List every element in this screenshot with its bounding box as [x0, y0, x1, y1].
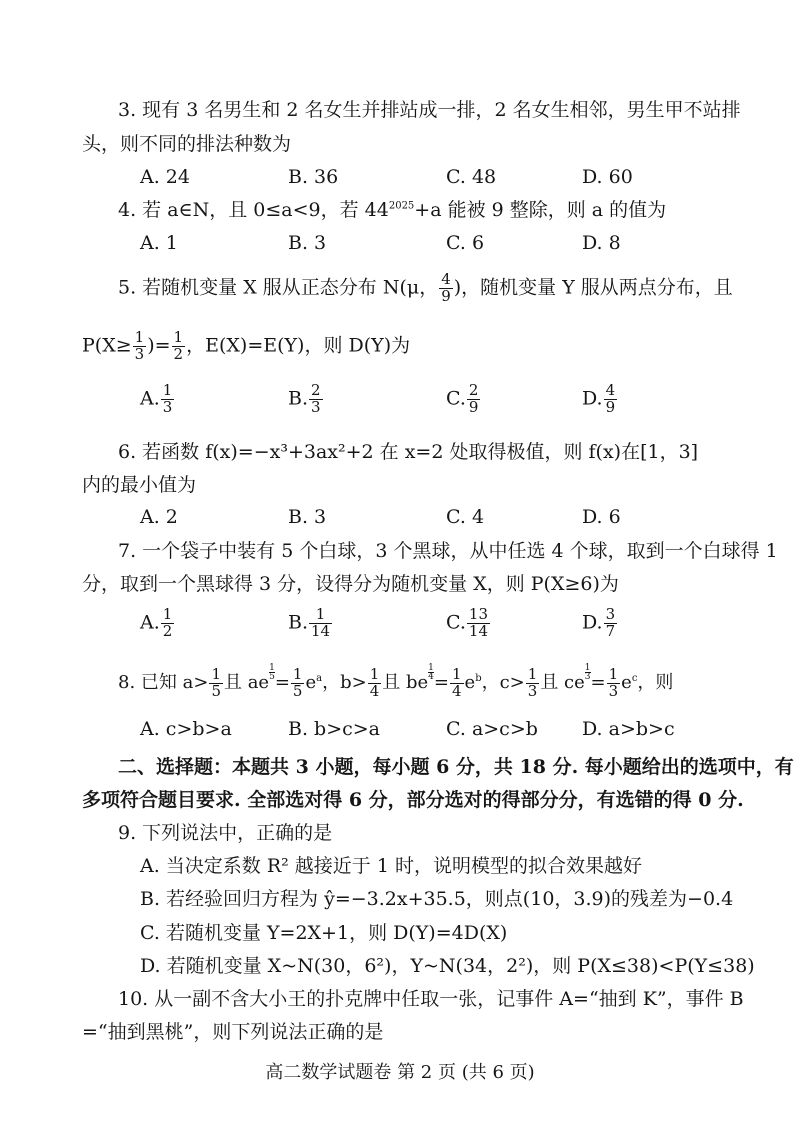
q5-p-fraction: $\frac{1}{3}$ — [134, 328, 145, 363]
q7-stem-line2: 分，取到一个黑球得 3 分，设得分为随机变量 X，则 P(X≥6)为 — [82, 573, 619, 595]
q10-stem-line1: 10. 从一副不含大小王的扑克牌中任取一张，记事件 A=“抽到 K”，事件 B — [118, 988, 744, 1010]
q3-option-a: A. 24 — [140, 166, 190, 188]
q9-stem: 9. 下列说法中，正确的是 — [118, 822, 333, 844]
q9-option-b: B. 若经验回归方程为 ŷ=−3.2x+35.5，则点(10，3.9)的残差为−0.4 — [140, 888, 734, 910]
q4-exponent: 2025 — [388, 200, 415, 212]
q6-option-b: B. 3 — [288, 506, 327, 528]
q5-variance-fraction: $\frac{4}{9}$ — [441, 270, 451, 305]
q3-stem-line2: 头，则不同的排法种数为 — [82, 133, 292, 155]
q6-stem-line2: 内的最小值为 — [82, 474, 197, 496]
q10-stem-line2: =“抽到黑桃”，则下列说法正确的是 — [82, 1021, 384, 1043]
q8-option-b: B. b>c>a — [288, 718, 381, 740]
q6-option-c: C. 4 — [446, 506, 485, 528]
q7-option-c: C. $\frac{13}{14}$ — [446, 605, 488, 640]
q4-stem: 4. 若 a∈N，且 0≤a<9，若 $44^{2025}+a$ 能被 9 整除，则 a 的值为 — [118, 199, 667, 221]
q5-option-c: C. $\frac{2}{9}$ — [446, 381, 479, 416]
q8-option-c: C. a>c>b — [446, 718, 538, 740]
q9-option-c: C. 若随机变量 Y=2X+1，则 D(Y)=4D(X) — [140, 922, 508, 944]
q4-option-c: C. 6 — [446, 232, 485, 254]
q6-stem-line1: 6. 若函数 f(x)=−x³+3ax²+2 在 x=2 处取得极值，则 f(x)在[1，3] — [118, 441, 699, 463]
q5-half-fraction: $\frac{1}{2}$ — [173, 328, 184, 363]
section2-heading-line2: 多项符合题目要求. 全部选对得 6 分，部分选对的得部分分，有选错的得 0 分. — [82, 789, 744, 811]
q4-option-b: B. 3 — [288, 232, 327, 254]
q7-option-b: B. $\frac{1}{14}$ — [288, 605, 331, 640]
q7-stem-line1: 7. 一个袋子中装有 5 个白球，3 个黑球，从中任选 4 个球，取到一个白球得 1 — [118, 540, 778, 562]
q9-option-a: A. 当决定系数 R² 越接近于 1 时，说明模型的拟合效果越好 — [140, 855, 642, 877]
q3-option-c: C. 48 — [446, 166, 497, 188]
q7-option-d: D. $\frac{3}{7}$ — [582, 605, 616, 640]
q8-option-a: A. c>b>a — [140, 718, 232, 740]
q3-option-d: D. 60 — [582, 166, 633, 188]
q6-option-a: A. 2 — [140, 506, 178, 528]
section2-heading-line1: 二、选择题：本题共 3 小题，每小题 6 分，共 18 分. 每小题给出的选项中，有 — [118, 756, 794, 778]
page-footer: 高二数学试题卷 第 2 页 (共 6 页) — [265, 1062, 535, 1083]
q5-stem-line2: P(X≥ $\frac{1}{3}$ )= $\frac{1}{2}$ ，E(X)=E(Y)，则 D(Y)为 — [82, 328, 411, 363]
q5-option-d: D. $\frac{4}{9}$ — [582, 381, 616, 416]
q5-option-b: B. $\frac{2}{3}$ — [288, 381, 321, 416]
q3-stem-line1: 3. 现有 3 名男生和 2 名女生并排站成一排，2 名女生相邻，男生甲不站排 — [118, 99, 741, 121]
q9-option-d: D. 若随机变量 X~N(30，6²)，Y~N(34，2²)，则 P(X≤38)<P(Y≤38) — [140, 955, 755, 977]
q4-option-a: A. 1 — [140, 232, 178, 254]
q5-option-a: A. $\frac{1}{3}$ — [140, 381, 173, 416]
q7-option-a: A. $\frac{1}{2}$ — [140, 605, 173, 640]
q5-stem-line1: 5. 若随机变量 X 服从正态分布 N(μ， $\frac{4}{9}$ )，随机变量 Y 服从两点分布，且 — [118, 270, 733, 305]
q8-stem: 8. 已知 a> $\frac{1}{5}$ 且 ae $\frac{1}{5}$ = $\frac{1}{5}$ $e^a$，b> $\frac{1}{4}$ 且 be $\frac{1}{4}$ = $\frac{1}{4}$ $e^b$，c> $\frac{1}{3}$ 且 ce $\frac{1}{3}$ = $\frac{1}{3}$ $e^c$，则 — [118, 663, 674, 700]
q3-option-b: B. 36 — [288, 166, 339, 188]
q6-option-d: D. 6 — [582, 506, 621, 528]
q8-option-d: D. a>b>c — [582, 718, 675, 740]
q4-option-d: D. 8 — [582, 232, 621, 254]
